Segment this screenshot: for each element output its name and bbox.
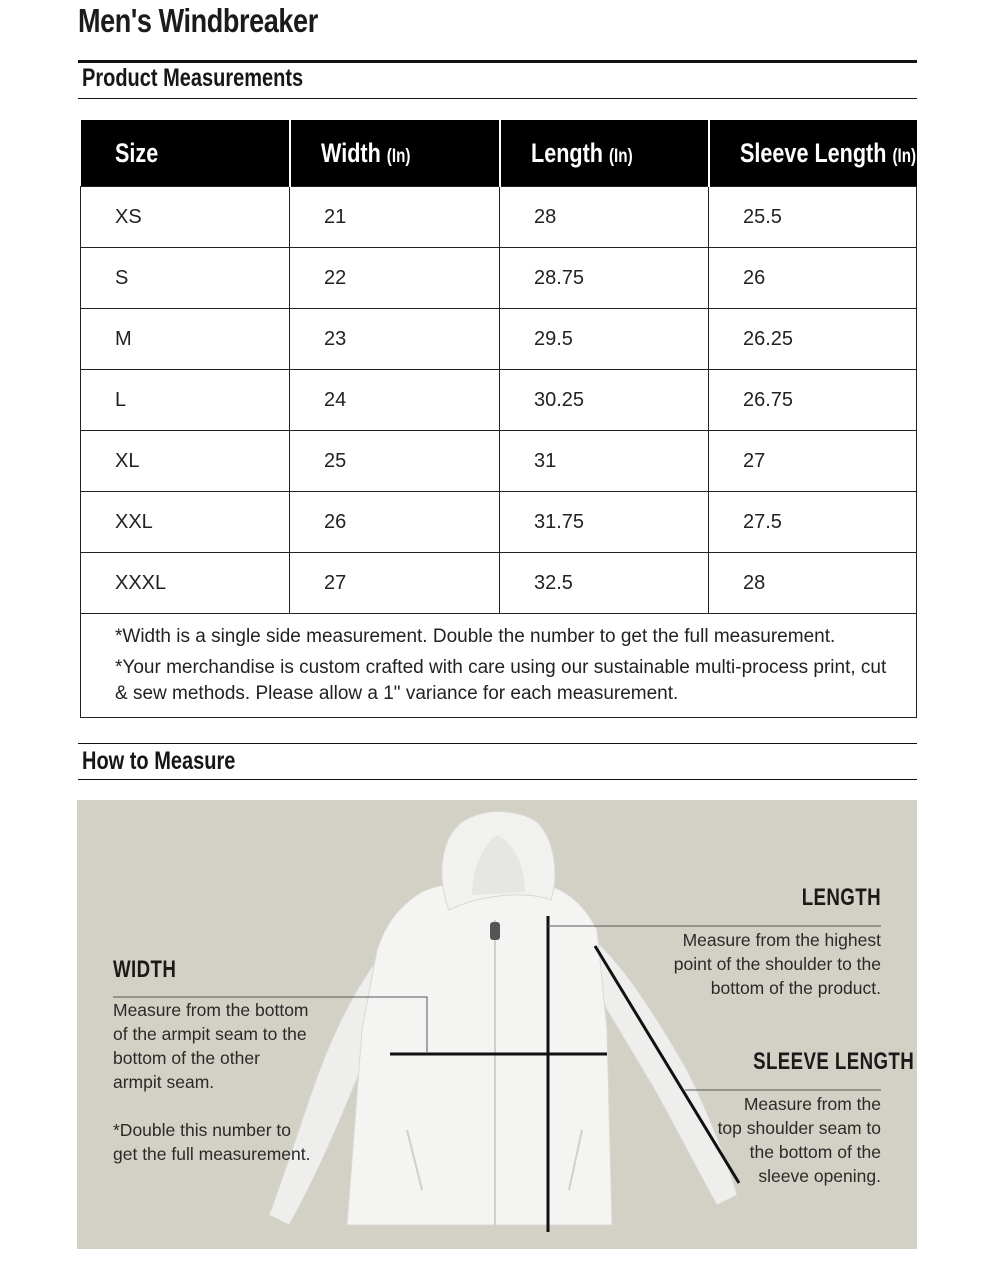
table-row <box>81 492 917 553</box>
cell-size: L <box>81 370 290 431</box>
cell-sleeve-length: 28 <box>709 553 917 614</box>
jacket-illustration <box>269 812 737 1226</box>
width-callout <box>113 958 313 1166</box>
cell-size: M <box>81 309 290 370</box>
cell-size: XS <box>81 187 290 248</box>
table-row <box>81 309 917 370</box>
table-notes-row <box>81 614 917 718</box>
page-title: Men's Windbreaker <box>78 2 318 39</box>
header-size: Size <box>81 120 290 187</box>
how-to-measure-header <box>78 743 917 783</box>
cell-width: 24 <box>290 370 500 431</box>
cell-size: S <box>81 248 290 309</box>
table-row <box>81 431 917 492</box>
cell-size: XXXL <box>81 553 290 614</box>
product-measurements-title: Product Measurements <box>82 64 304 92</box>
cell-width: 21 <box>290 187 500 248</box>
cell-size: XL <box>81 431 290 492</box>
length-callout <box>657 886 881 1000</box>
cell-length: 28 <box>500 187 709 248</box>
sleeve-heading: SLEEVE LENGTH <box>753 1048 915 1075</box>
cell-length: 32.5 <box>500 553 709 614</box>
cell-length: 31.75 <box>500 492 709 553</box>
width-description: Measure from the bottom of the armpit seam to the bottom of the other armpit seam. <box>113 1000 309 1092</box>
header-sleeve-length: Sleeve Length (In) <box>709 120 917 187</box>
cell-width: 27 <box>290 553 500 614</box>
header-length: Length (In) <box>500 120 709 187</box>
header-width: Width (In) <box>290 120 500 187</box>
cell-length: 31 <box>500 431 709 492</box>
cell-length: 30.25 <box>500 370 709 431</box>
cell-width: 22 <box>290 248 500 309</box>
cell-width: 23 <box>290 309 500 370</box>
width-note: *Width is a single side measurement. Double the number to get the full measurement. <box>115 626 836 647</box>
table-notes <box>81 614 917 718</box>
sleeve-description: Measure from the top shoulder seam to the bottom of the sleeve opening. <box>717 1094 881 1186</box>
table-header-row <box>81 120 917 187</box>
cell-sleeve-length: 27 <box>709 431 917 492</box>
length-description: Measure from the highest point of the shoulder to the bottom of the product. <box>673 930 881 998</box>
cell-width: 25 <box>290 431 500 492</box>
product-measurements-header <box>78 60 917 100</box>
length-heading: LENGTH <box>801 884 881 911</box>
cell-length: 28.75 <box>500 248 709 309</box>
cell-size: XXL <box>81 492 290 553</box>
cell-sleeve-length: 26 <box>709 248 917 309</box>
cell-sleeve-length: 25.5 <box>709 187 917 248</box>
table-row <box>81 248 917 309</box>
table-row <box>81 553 917 614</box>
sleeve-callout <box>717 1048 915 1188</box>
width-heading: WIDTH <box>113 956 177 983</box>
variance-note: *Your merchandise is custom crafted with care using our sustainable multi-process print, cut & sew methods. Please allow a 1" variance for each measurement. <box>115 657 887 704</box>
table-row <box>81 187 917 248</box>
cell-sleeve-length: 27.5 <box>709 492 917 553</box>
measurement-guide-panel <box>77 800 917 1249</box>
cell-length: 29.5 <box>500 309 709 370</box>
cell-width: 26 <box>290 492 500 553</box>
cell-sleeve-length: 26.25 <box>709 309 917 370</box>
how-to-measure-title: How to Measure <box>82 747 236 775</box>
table-row <box>81 370 917 431</box>
width-double-note: *Double this number to get the full measurement. <box>113 1120 311 1164</box>
cell-sleeve-length: 26.75 <box>709 370 917 431</box>
size-chart-table <box>80 120 917 718</box>
